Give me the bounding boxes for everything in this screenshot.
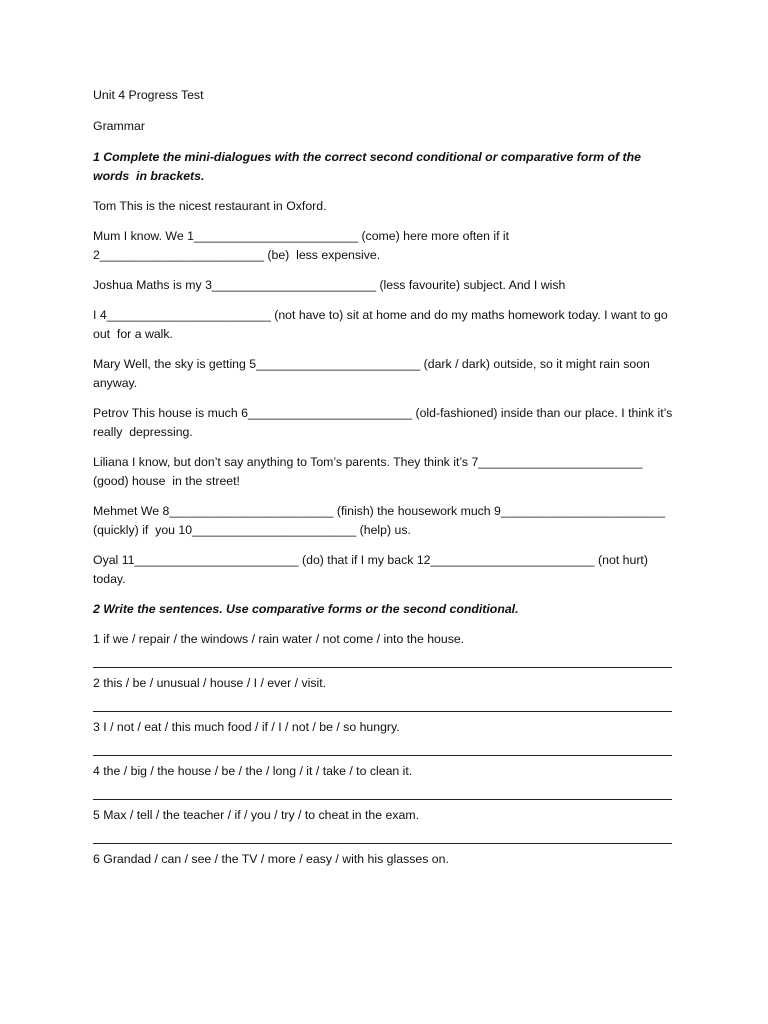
answer-line[interactable] bbox=[93, 799, 672, 800]
dialogue-line: Oyal 11________________________ (do) that if I my back 12________________________ (not hurt) today. bbox=[93, 553, 652, 586]
dialogue-line: Tom This is the nicest restaurant in Oxford. bbox=[93, 199, 327, 213]
answer-line[interactable] bbox=[93, 755, 672, 756]
sentence-prompt: 1 if we / repair / the windows / rain water / not come / into the house. bbox=[93, 632, 465, 646]
document-content bbox=[93, 86, 678, 869]
answer-line[interactable] bbox=[93, 667, 672, 668]
section-heading-grammar: Grammar bbox=[93, 119, 145, 133]
dialogue-line: Petrov This house is much 6________________________ (old-fashioned) inside than our place. I think it’s really depressing. bbox=[93, 406, 676, 439]
dialogue-line: I 4________________________ (not have to) sit at home and do my maths homework today. I want to go out for a walk. bbox=[93, 308, 672, 341]
dialogue-line: Joshua Maths is my 3________________________ (less favourite) subject. And I wish bbox=[93, 278, 566, 292]
dialogue-line: Mum I know. We 1________________________ (come) here more often if it 2________________________ (be) less expensive. bbox=[93, 229, 513, 262]
test-title: Unit 4 Progress Test bbox=[93, 88, 204, 102]
sentence-prompt: 6 Grandad / can / see / the TV / more / easy / with his glasses on. bbox=[93, 852, 449, 866]
dialogue-line: Mehmet We 8________________________ (finish) the housework much 9________________________ (quickly) if you 10________________________ (help) us. bbox=[93, 504, 669, 537]
sentence-prompt: 5 Max / tell / the teacher / if / you / try / to cheat in the exam. bbox=[93, 808, 420, 822]
exercise-2-instruction: 2 Write the sentences. Use comparative forms or the second conditional. bbox=[93, 602, 519, 616]
answer-line[interactable] bbox=[93, 843, 672, 844]
sentence-prompt: 4 the / big / the house / be / the / long / it / take / to clean it. bbox=[93, 764, 413, 778]
sentence-prompt: 2 this / be / unusual / house / I / ever / visit. bbox=[93, 676, 327, 690]
answer-line[interactable] bbox=[93, 711, 672, 712]
dialogue-line: Mary Well, the sky is getting 5________________________ (dark / dark) outside, so it might rain soon anyway. bbox=[93, 357, 654, 390]
exercise-1-instruction: 1 Complete the mini-dialogues with the correct second conditional or comparative form of the words in brackets. bbox=[93, 150, 645, 183]
dialogue-line: Liliana I know, but don’t say anything to Tom’s parents. They think it’s 7________________________ (good) house in the street! bbox=[93, 455, 646, 488]
sentence-prompt: 3 I / not / eat / this much food / if / I / not / be / so hungry. bbox=[93, 720, 400, 734]
